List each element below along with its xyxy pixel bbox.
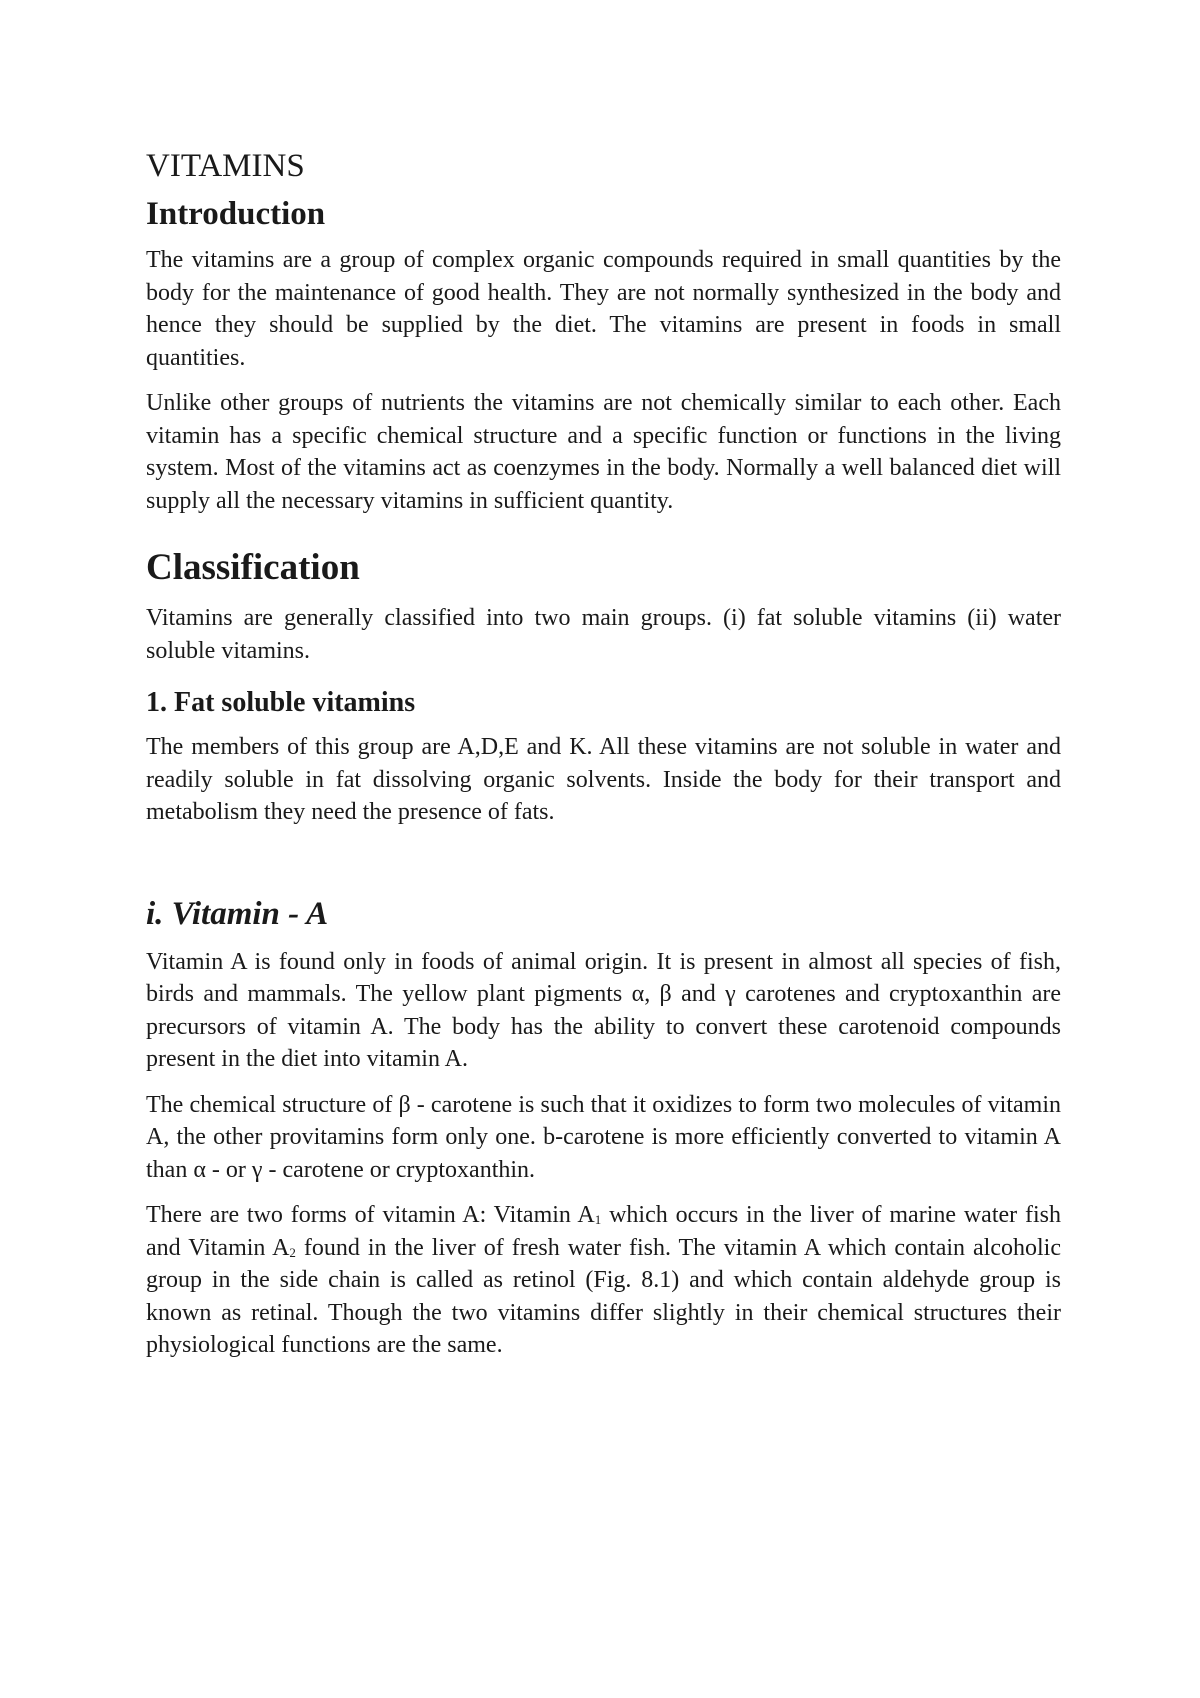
vitamin-a-p3-part1: There are two forms of vitamin A: Vitamin A xyxy=(146,1202,595,1228)
document-title: VITAMINS xyxy=(146,148,305,184)
subscript-1: 1 xyxy=(594,1212,602,1227)
introduction-heading: Introduction xyxy=(146,196,326,232)
subscript-2: 2 xyxy=(289,1244,296,1260)
classification-heading: Classification xyxy=(146,547,360,588)
vitamin-a-paragraph-3 xyxy=(146,1199,1061,1362)
introduction-paragraph-2: Unlike other groups of nutrients the vitamins are not chemically similar to each other. Each vitamin has a specific chemical structure and a specific function or functions in the living system. Most of the vitamins act as coenzymes in the body. Normally a well balanced diet will supply all the necessary vitamins in sufficient quantity. xyxy=(146,390,1061,514)
classification-paragraph: Vitamins are generally classified into two main groups. (i) fat soluble vitamins (ii) water soluble vitamins. xyxy=(146,605,1061,664)
introduction-paragraph-1: The vitamins are a group of complex organic compounds required in small quantities by the body for the maintenance of good health. They are not normally synthesized in the body and hence they should be supplied by the diet. The vitamins are present in foods in small quantities. xyxy=(146,247,1061,371)
vitamin-a-paragraph-1: Vitamin A is found only in foods of animal origin. It is present in almost all species of fish, birds and mammals. The yellow plant pigments α, β and γ carotenes and cryptoxanthin are precursors of vitamin A. The body has the ability to convert these carotenoid compounds present in the diet into vitamin A. xyxy=(146,948,1061,1072)
vitamin-a-heading: i. Vitamin - A xyxy=(146,895,329,932)
fat-soluble-heading: 1. Fat soluble vitamins xyxy=(146,687,416,718)
fat-soluble-paragraph: The members of this group are A,D,E and K. All these vitamins are not soluble in water and readily soluble in fat dissolving organic solvents. Inside the body for their transport and metabolism they need the presence of fats. xyxy=(146,734,1061,825)
document-page xyxy=(146,130,1061,1375)
vitamin-a-p3-part2: which occurs in the liver of marine water fish and Vitamin A xyxy=(146,1202,1061,1261)
vitamin-a-paragraph-2: The chemical structure of β - carotene is such that it oxidizes to form two molecules of vitamin A, the other provitamins form only one. b-carotene is more efficiently converted to vitamin A than α - or γ - carotene or cryptoxanthin. xyxy=(146,1091,1061,1183)
vitamin-a-p3-part3: found in the liver of fresh water fish. The vitamin A which contain alcoholic group in the side chain is called as retinol (Fig. 8.1) and which contain aldehyde group is known as retinal. Though the two vitamins differ slightly in their chemical structures their physiological functions are the same. xyxy=(146,1234,1061,1358)
